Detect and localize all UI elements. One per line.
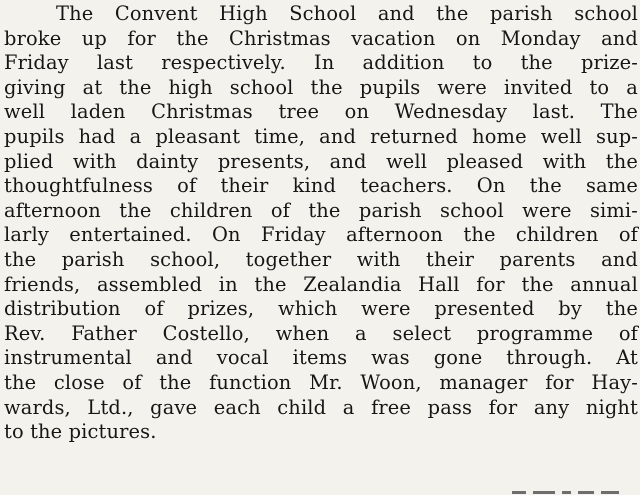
article-line: plied with dainty presents, and well pleased with the xyxy=(4,149,638,173)
article-line: afternoon the children of the parish school were simi- xyxy=(4,198,638,222)
article-paragraph xyxy=(4,2,638,445)
article-line: Rev. Father Costello, when a select programme of xyxy=(4,321,638,345)
cut-off-next-line xyxy=(512,486,632,495)
article-line: larly entertained. On Friday afternoon the children of xyxy=(4,223,638,247)
article-line: instrumental and vocal items was gone through. At xyxy=(4,346,638,370)
article-line: the close of the function Mr. Woon, manager for Hay- xyxy=(4,370,638,394)
article-line: friends, assembled in the Zealandia Hall for the annual xyxy=(4,272,638,296)
article-line: well laden Christmas tree on Wednesday last. The xyxy=(4,100,638,124)
article-line: The Convent High School and the parish school xyxy=(56,2,638,25)
article-line: pupils had a pleasant time, and returned home well sup- xyxy=(4,124,638,148)
article-line: wards, Ltd., gave each child a free pass for any night xyxy=(4,395,638,419)
article-line: thoughtfulness of their kind teachers. On the same xyxy=(4,174,638,198)
article-line: to the pictures. xyxy=(4,420,157,444)
article-line: the parish school, together with their parents and xyxy=(4,247,638,271)
article-line: distribution of prizes, which were presented by the xyxy=(4,297,638,321)
article-line: Friday last respectively. In addition to the prize- xyxy=(4,51,638,75)
article-line: giving at the high school the pupils were invited to a xyxy=(4,75,638,99)
article-line: broke up for the Christmas vacation on Monday and xyxy=(4,26,638,50)
